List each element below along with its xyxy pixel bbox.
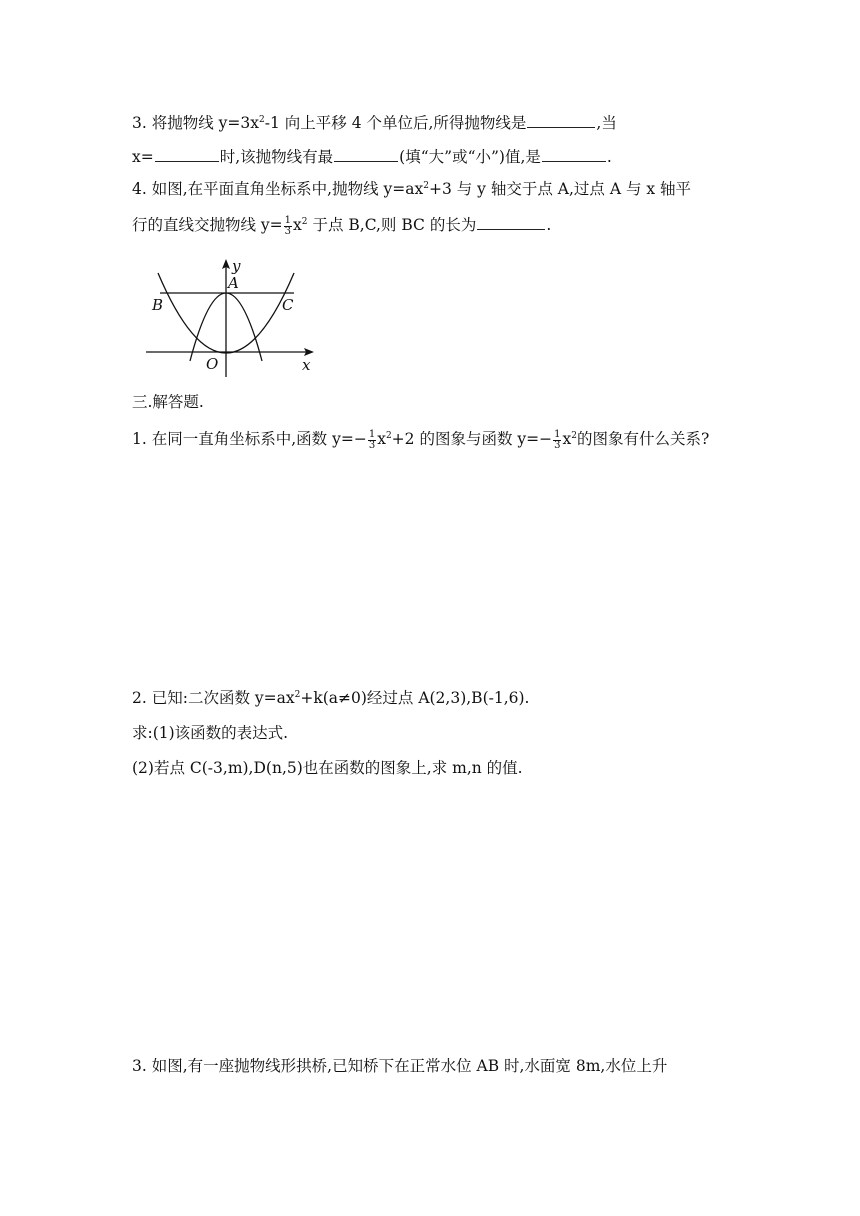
q4-exponent: 2 (423, 180, 429, 191)
s1-fraction-1-num: 1 (368, 428, 376, 440)
parabola-figure (142, 255, 332, 380)
q4-text-a2: 行的直线交抛物线 y= (132, 216, 283, 234)
s1-fraction-1-den: 3 (368, 439, 376, 451)
q3-text-max: 时,该抛物线有最 (219, 148, 334, 166)
s1-fraction-2-den: 3 (554, 439, 561, 451)
s2-text-a: 2. 已知:二次函数 y=ax (132, 689, 295, 707)
label-a: A (228, 274, 239, 292)
label-c: C (282, 296, 294, 314)
q3-line-2 (132, 146, 612, 168)
q4-line-2 (132, 214, 551, 237)
q4-fraction-den: 3 (284, 225, 292, 237)
s1-text-a: 1. 在同一直角坐标系中,函数 y=− (132, 430, 367, 448)
q4-text-x: x (293, 216, 302, 234)
s1-text-e: 的图象有什么关系? (576, 430, 710, 448)
label-y: y (232, 257, 241, 275)
s1-text-c: +2 的图象与函数 y=− (391, 430, 553, 448)
q3-text-fill: (填“大”或“小”)值,是 (399, 148, 541, 166)
q4-exponent-2: 2 (301, 216, 308, 227)
q3-text-d: ,当 (596, 114, 617, 132)
s2-line-1 (132, 687, 529, 709)
q3-answer-blank-1[interactable] (527, 113, 595, 128)
q4-text-c2: 于点 B,C,则 BC 的长为 (307, 216, 477, 234)
q4-text-end: . (546, 216, 552, 234)
s1-exponent-1: 2 (385, 430, 392, 441)
s2-line-3: (2)若点 C(-3,m),D(n,5)也在函数的图象上,求 m,n 的值. (132, 759, 523, 777)
s2-text-c: +k(a≠0)经过点 A(2,3),B(-1,6). (300, 689, 530, 707)
q4-fraction-num: 1 (284, 214, 292, 226)
s1-line (132, 428, 709, 451)
s1-exponent-2: 2 (571, 430, 577, 441)
q4-text-a: 4. 如图,在平面直角坐标系中,抛物线 y=ax (132, 180, 424, 198)
label-x: x (302, 356, 311, 374)
s1-fraction-2-num: 1 (554, 428, 561, 440)
section-heading: 三.解答题. (132, 393, 204, 411)
s2-exponent: 2 (294, 689, 301, 700)
q4-line-1 (132, 178, 691, 200)
q3-exponent: 2 (259, 114, 265, 125)
q3-answer-blank-3[interactable] (334, 147, 398, 162)
q3-text-x: x= (132, 148, 154, 166)
s1-fraction-2 (553, 430, 561, 451)
q3-text-end: . (606, 148, 612, 166)
q3-text-a: 3. 将抛物线 y=3x (132, 114, 259, 132)
q3-line-1 (132, 112, 617, 134)
s3-line-1: 3. 如图,有一座抛物线形拱桥,已知桥下在正常水位 AB 时,水面宽 8m,水位上升 (132, 1057, 668, 1075)
q3-answer-blank-2[interactable] (155, 147, 219, 162)
q4-text-c: +3 与 y 轴交于点 A,过点 A 与 x 轴平 (428, 180, 692, 198)
q3-answer-blank-4[interactable] (542, 147, 606, 162)
q3-text-c: -1 向上平移 4 个单位后,所得抛物线是 (264, 114, 527, 132)
s2-line-2: 求:(1)该函数的表达式. (132, 724, 289, 742)
s1-text-b: x (377, 430, 386, 448)
q4-fraction (284, 216, 292, 237)
s1-text-d: x (562, 430, 572, 448)
q4-answer-blank[interactable] (477, 215, 545, 230)
s1-fraction-1 (368, 430, 376, 451)
label-b: B (152, 296, 164, 314)
label-o: O (206, 355, 219, 373)
